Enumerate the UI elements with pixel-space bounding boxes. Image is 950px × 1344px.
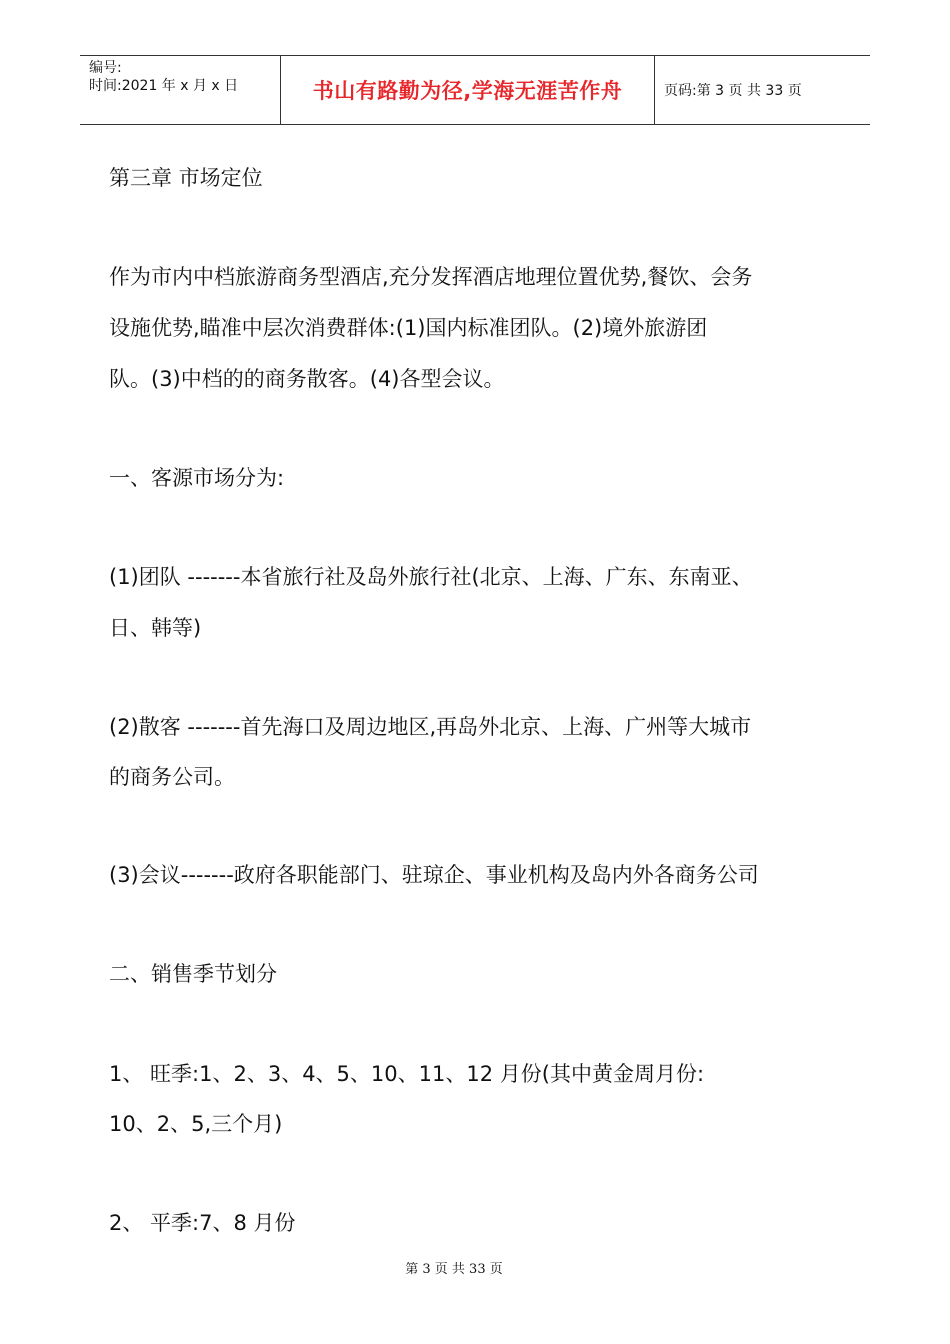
list-item-line: (2)散客 -------首先海口及周边地区,再岛外北京、上海、广州等大城市 — [109, 715, 752, 739]
list-item-line: 10、2、5,三个月) — [109, 1112, 283, 1136]
header-motto-cell — [281, 56, 655, 124]
paragraph-line: 作为市内中档旅游商务型酒店,充分发挥酒店地理位置优势,餐饮、会务 — [109, 265, 753, 289]
section-heading: 一、客源市场分为: — [109, 466, 285, 490]
header-page-info-cell — [655, 56, 870, 124]
paragraph-line: 设施优势,瞄准中层次消费群体:(1)国内标准团队。(2)境外旅游团 — [109, 316, 708, 340]
list-item-line: 日、韩等) — [109, 616, 202, 640]
document-time-label: 时间:2021 年 x 月 x 日 — [89, 78, 239, 94]
header-table — [80, 55, 870, 125]
chapter-title: 第三章 市场定位 — [109, 166, 263, 190]
section-heading: 二、销售季节划分 — [109, 962, 277, 986]
paragraph-line: 队。(3)中档的的商务散客。(4)各型会议。 — [109, 367, 505, 391]
list-item-line: (3)会议-------政府各职能部门、驻琼企、事业机构及岛内外各商务公司 — [109, 863, 759, 887]
document-number-label: 编号: — [89, 60, 122, 76]
list-item-line: 的商务公司。 — [109, 765, 235, 789]
list-item-line: 2、 平季:7、8 月份 — [109, 1211, 296, 1235]
list-item-line: (1)团队 -------本省旅行社及岛外旅行社(北京、上海、广东、东南亚、 — [109, 565, 753, 589]
page-footer: 第 3 页 共 33 页 — [405, 1262, 503, 1277]
header-page-info: 页码:第 3 页 共 33 页 — [664, 83, 802, 99]
header-motto: 书山有路勤为径,学海无涯苦作舟 — [312, 79, 623, 103]
header-meta — [80, 56, 281, 124]
list-item-line: 1、 旺季:1、2、3、4、5、10、11、12 月份(其中黄金周月份: — [109, 1062, 705, 1086]
